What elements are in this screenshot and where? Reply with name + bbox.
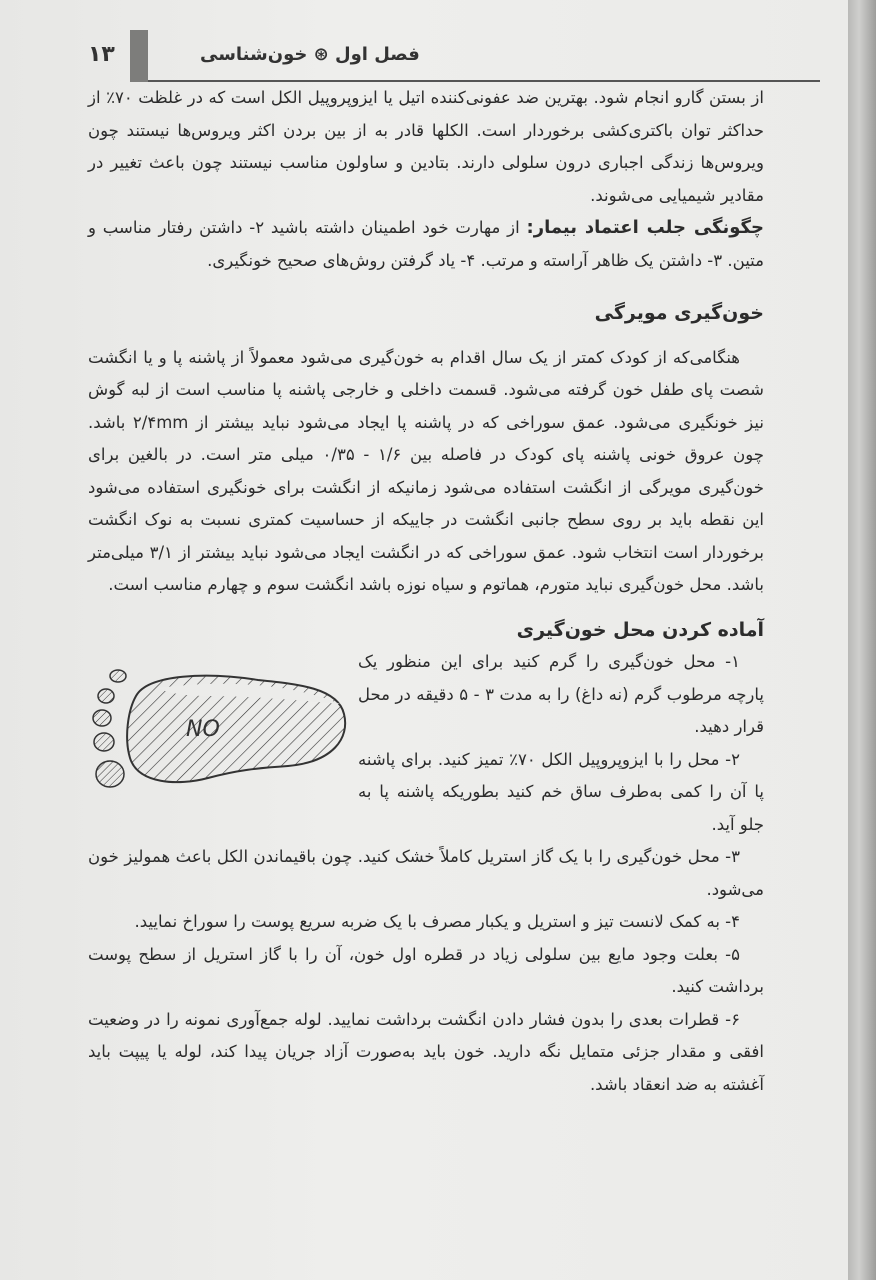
page-edge xyxy=(848,0,876,1280)
header-bar xyxy=(130,30,148,82)
figure-label: NO xyxy=(186,717,220,742)
step-5: ۵- بعلت وجود مایع بین سلولی زیاد در قطره اول خون، آن را با گاز استریل از سطح پوست برداشت کنید. xyxy=(88,944,764,996)
trust-paragraph xyxy=(88,212,764,277)
page-header xyxy=(40,30,780,80)
toe-4 xyxy=(94,733,114,751)
intro-paragraph: از بستن گارو انجام شود. بهترین ضد عفونی‌کننده اتیل یا ایزوپروپیل الکل است که در غلظت ۷۰٪ از حداکثر توان باکتری‌کشی برخوردار است. الکلها قادر به از بین بردن اکثر ویروس‌ها نیستند چون ویروس‌ها زندگی اجباری درون سلولی دارند. بتادین و ساولون مناسب نیستند چون باعث تغییر در مقادیر شیمیایی می‌شوند. xyxy=(88,88,764,205)
toe-3 xyxy=(93,710,111,726)
body-text xyxy=(88,82,764,1101)
preparation-heading: آماده کردن محل خون‌گیری xyxy=(516,618,764,641)
heel-diagram xyxy=(88,666,350,798)
toe-2 xyxy=(98,689,114,703)
trust-text: از مهارت خود اطمینان داشته باشید ۲- داشتن رفتار مناسب و متین. ۳- داشتن یک ظاهر آراسته و مرتب. ۴- یاد گرفتن روش‌های صحیح خونگیری. xyxy=(88,218,764,270)
step-1: ۱- محل خون‌گیری را گرم کنید برای این منظور یک پارچه مرطوب گرم (نه داغ) را به مدت ۳ - ۵ دقیقه در محل قرار دهید. xyxy=(358,652,764,736)
running-title xyxy=(200,44,420,65)
step-3: ۳- محل خون‌گیری را با یک گاز استریل کاملاً خشک کنید. چون باقیماندن الکل باعث همولیز خون می‌شود. xyxy=(88,847,764,899)
subject-label: خون‌شناسی xyxy=(200,44,308,65)
foot-sole-figure xyxy=(88,666,350,798)
step-6: ۶- قطرات بعدی را بدون فشار دادن انگشت برداشت نمایید. لوله جمع‌آوری نمونه را در وضعیت افقی و مقدار جزئی متمایل نگه دارید. خون باید به‌صورت آزاد جریان پیدا کند، لوله یا پیپت باید آغشته به ضد انعقاد باشد. xyxy=(88,1009,764,1094)
trust-lead: چگونگی جلب اعتماد بیمار: xyxy=(526,217,764,238)
toe-5 xyxy=(96,761,124,787)
page-number: ۱۳ xyxy=(88,42,115,67)
capillary-heading: خون‌گیری مویرگی xyxy=(594,302,764,324)
toe-1 xyxy=(110,670,126,682)
step-4: ۴- به کمک لانست تیز و استریل و یکبار مصرف با یک ضربه سریع پوست را سوراخ نمایید. xyxy=(134,912,740,931)
chapter-label: فصل اول xyxy=(335,44,420,65)
capillary-paragraph: هنگامی‌که از کودک کمتر از یک سال اقدام به خون‌گیری می‌شود معمولاً از پاشنه پا و یا انگشت شصت پای طفل خون گرفته می‌شود. قسمت داخلی و خارجی پاشنه پا مناسب است از لبه گوش نیز خونگیری می‌شود. عمق سوراخی که در پاشنه پا ایجاد می‌شود نباید بیشتر از ۲/۴mm باشد. چون عروق خونی پاشنه پای کودک در فاصله بین ۱/۶ - ۰/۳۵ میلی متر است. در بالغین برای خون‌گیری مویرگی از انگشت استفاده می‌شود زمانیکه از انگشت برای خونگیری استفاده می‌شود این نقطه باید بر روی سطح جانبی انگشت در جاییکه از حساسیت کمتری نسبت به نوک انگشت برخوردار است انتخاب شود. عمق سوراخی که در انگشت ایجاد می‌شود نباید بیشتر از ۳/۱ میلی‌متر باشد. محل خون‌گیری نباید متورم، هماتوم و سیاه نوزه باشد انگشت سوم و چهارم مناسب است. xyxy=(88,347,764,594)
step-2: ۲- محل را با ایزوپروپیل الکل ۷۰٪ تمیز کنید. برای پاشنه پا آن را کمی به‌طرف ساق خم کنید بطوریکه پاشنه پا به جلو آید. xyxy=(358,749,764,834)
separator-icon: ⊛ xyxy=(313,44,329,65)
